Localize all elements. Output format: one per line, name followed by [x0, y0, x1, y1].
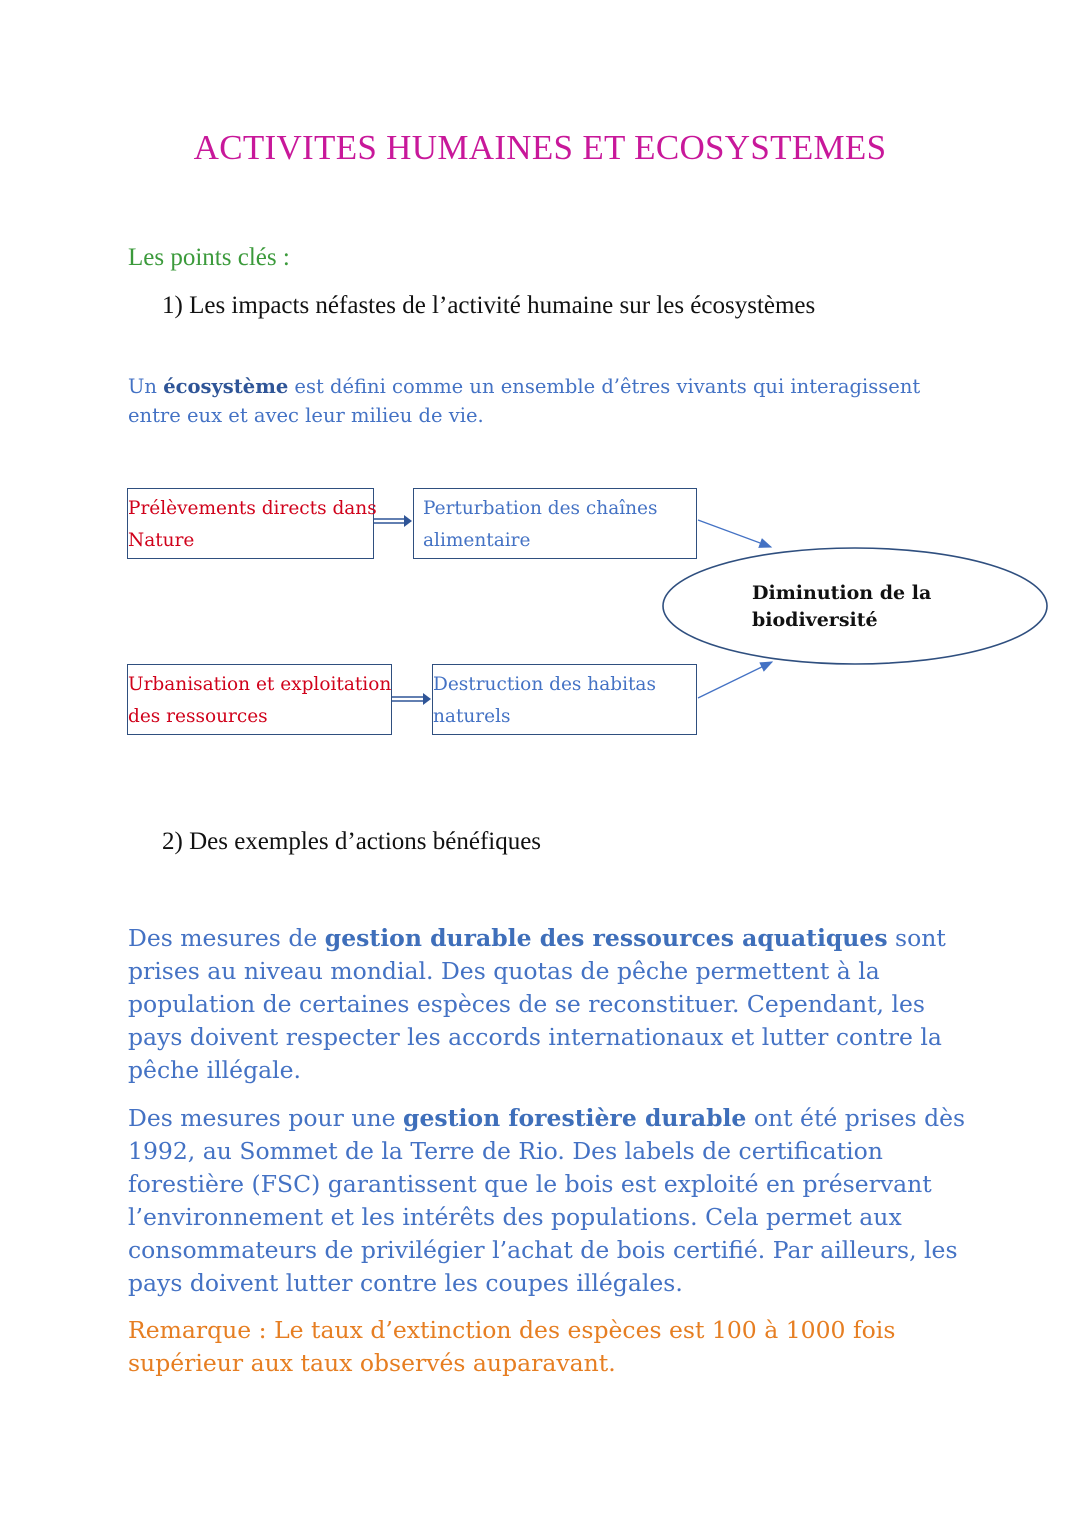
box4-line1: Destruction des habitas	[433, 674, 656, 695]
box3-line2: des ressources	[128, 706, 268, 727]
result-line2: biodiversité	[752, 609, 878, 631]
box1-line1: Prélèvements directs dans	[128, 498, 377, 519]
key-points-label: Les points clés :	[128, 244, 290, 271]
box-urbanisation	[127, 664, 392, 735]
p1-bold: gestion durable des ressources aquatiques	[324, 924, 888, 952]
box4-line2: naturels	[433, 706, 511, 727]
p1-before: Des mesures de	[128, 924, 325, 952]
definition-after: est défini comme un ensemble d’êtres vivants qui interagissent entre eux et avec leur milieu de vie.	[128, 375, 921, 427]
arrow-box1-to-box2	[373, 515, 412, 527]
p1-after: sont prises au niveau mondial. Des quotas de pêche permettent à la population de certaines espèces de se reconstituer. Cependant, les pays doivent respecter les accords internationaux et lutter contre la pêche illégale.	[128, 924, 946, 1084]
box2-line1: Perturbation des chaînes	[423, 498, 658, 519]
p2-bold: gestion forestière durable	[403, 1104, 747, 1132]
box1-line2: Nature	[128, 530, 195, 551]
page-title: ACTIVITES HUMAINES ET ECOSYSTEMES	[193, 128, 887, 167]
arrow-box4-to-result	[698, 662, 772, 698]
box2-line2: alimentaire	[423, 530, 531, 551]
section-heading-actions: 2) Des exemples d’actions bénéfiques	[162, 828, 542, 855]
remark: Remarque : Le taux d’extinction des espèces est 100 à 1000 fois supérieur aux taux observés auparavant.	[128, 1316, 896, 1377]
arrow-box3-to-box4	[392, 693, 431, 705]
arrow-box2-to-result	[698, 520, 771, 547]
box-direct-harvesting	[127, 488, 377, 559]
box-food-chain-disruption	[413, 488, 697, 559]
p2-before: Des mesures pour une	[128, 1104, 404, 1132]
result-line1: Diminution de la	[752, 582, 932, 604]
definition-term: écosystème	[163, 375, 289, 398]
box-habitat-destruction	[432, 664, 697, 735]
p2-after: ont été prises dès 1992, au Sommet de la Terre de Rio. Des labels de certification forestière (FSC) garantissent que le bois est exploité en préservant l’environnement et les intérêts des populations. Cela permet aux consommateurs de privilégier l’achat de bois certifié. Par ailleurs, les pays doivent lutter contre les coupes illégales.	[128, 1104, 966, 1297]
paragraph-forest	[128, 1102, 968, 1300]
result-label	[752, 580, 931, 634]
box3-line1: Urbanisation et exploitation	[128, 674, 392, 695]
paragraph-aquatic	[128, 922, 968, 1087]
section-heading-impacts: 1) Les impacts néfastes de l’activité humaine sur les écosystèmes	[162, 292, 816, 319]
definition-before: Un	[128, 375, 164, 398]
